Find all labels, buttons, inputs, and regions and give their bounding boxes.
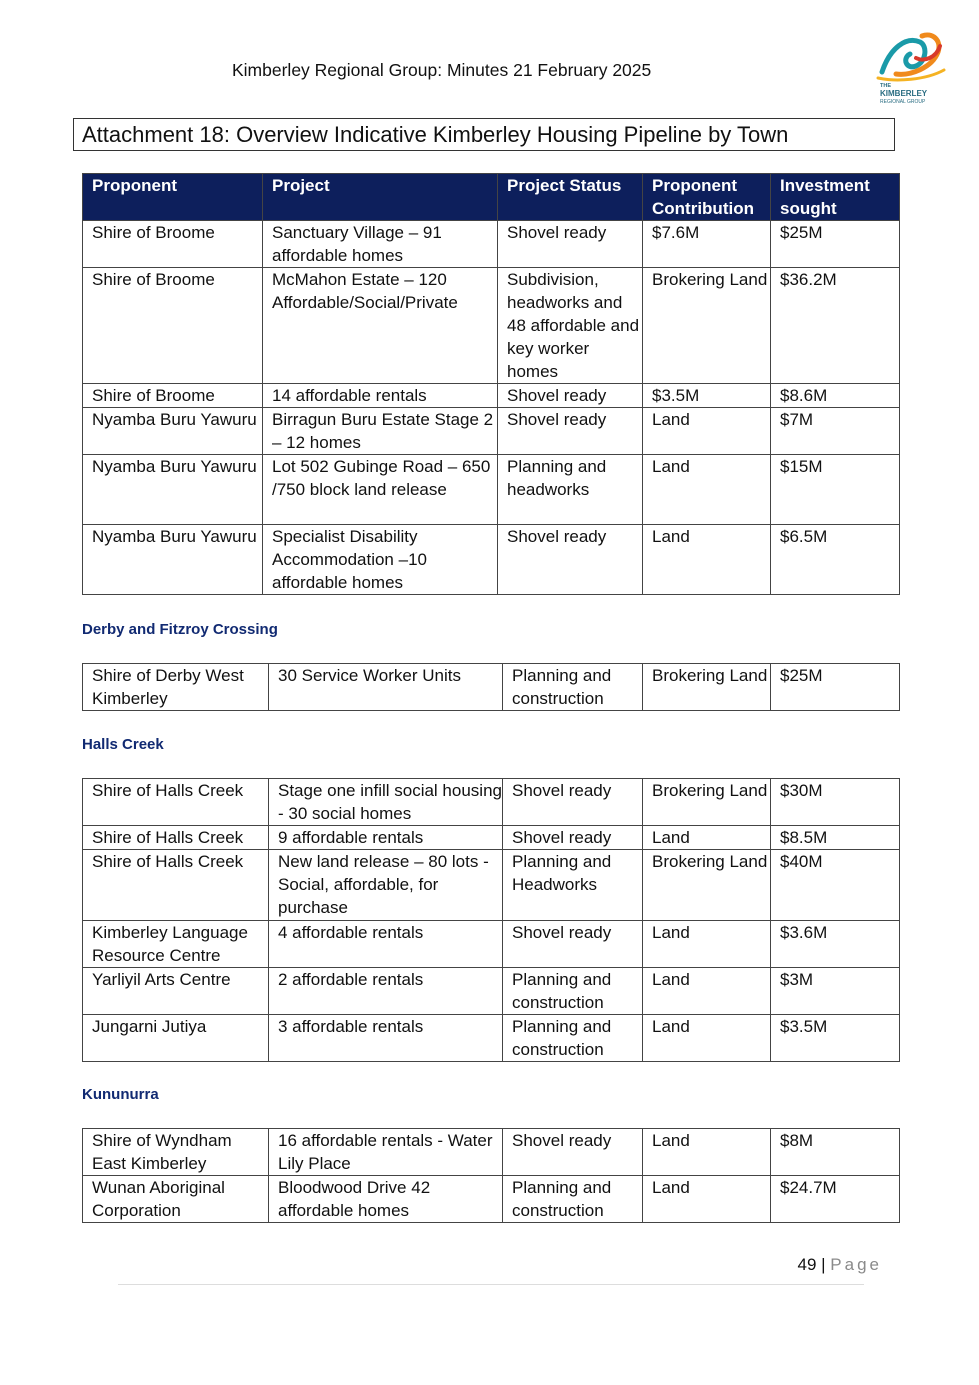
cell-project: New land release – 80 lots - Social, affordable, for purchase	[269, 850, 503, 921]
table-row	[83, 1129, 900, 1176]
cell-status: Planning and headworks	[498, 455, 643, 525]
cell-contribution: Land	[643, 455, 771, 525]
cell-contribution: $3.5M	[643, 384, 771, 408]
cell-contribution: $7.6M	[643, 221, 771, 268]
cell-investment: $15M	[771, 455, 900, 525]
cell-contribution: Brokering Land	[643, 664, 771, 711]
table-row	[83, 525, 900, 595]
section-heading-halls-creek: Halls Creek	[82, 736, 164, 753]
cell-investment: $25M	[771, 664, 900, 711]
page-label: Page	[830, 1255, 882, 1274]
cell-proponent: Shire of Broome	[83, 268, 263, 384]
table-row	[83, 384, 900, 408]
cell-project: Birragun Buru Estate Stage 2 – 12 homes	[263, 408, 498, 455]
cell-investment: $8.5M	[771, 826, 900, 850]
page-number: 49	[797, 1255, 817, 1274]
cell-project: 30 Service Worker Units	[269, 664, 503, 711]
cell-status: Shovel ready	[503, 826, 643, 850]
table-row	[83, 968, 900, 1015]
table-row	[83, 268, 900, 384]
cell-proponent: Shire of Broome	[83, 384, 263, 408]
logo-sub-text: REGIONAL GROUP	[880, 99, 926, 105]
cell-investment: $40M	[771, 850, 900, 921]
cell-proponent: Yarliyil Arts Centre	[83, 968, 269, 1015]
col-header-proponent: Proponent	[83, 174, 263, 221]
table-row	[83, 850, 900, 921]
cell-proponent: Nyamba Buru Yawuru	[83, 525, 263, 595]
cell-contribution: Brokering Land	[643, 779, 771, 826]
cell-project: Specialist Disability Accommodation –10 affordable homes	[263, 525, 498, 595]
cell-status: Planning and construction	[503, 1176, 643, 1223]
col-header-contribution: Proponent Contribution	[643, 174, 771, 221]
cell-proponent: Nyamba Buru Yawuru	[83, 408, 263, 455]
table-row	[83, 779, 900, 826]
cell-project: 4 affordable rentals	[269, 921, 503, 968]
cell-investment: $24.7M	[771, 1176, 900, 1223]
cell-status: Planning and construction	[503, 664, 643, 711]
cell-status: Shovel ready	[498, 525, 643, 595]
cell-status: Shovel ready	[498, 384, 643, 408]
cell-proponent: Shire of Halls Creek	[83, 850, 269, 921]
table-row	[83, 408, 900, 455]
cell-contribution: Land	[643, 968, 771, 1015]
cell-project: McMahon Estate – 120 Affordable/Social/Private	[263, 268, 498, 384]
cell-proponent: Kimberley Language Resource Centre	[83, 921, 269, 968]
cell-project: Lot 502 Gubinge Road – 650 /750 block land release	[263, 455, 498, 525]
cell-contribution: Land	[643, 1129, 771, 1176]
cell-project: Stage one infill social housing - 30 social homes	[269, 779, 503, 826]
cell-contribution: Land	[643, 921, 771, 968]
table-row	[83, 221, 900, 268]
kimberley-logo	[876, 28, 950, 108]
cell-investment: $3M	[771, 968, 900, 1015]
cell-project: 16 affordable rentals - Water Lily Place	[269, 1129, 503, 1176]
halls-creek-table	[82, 778, 900, 1062]
kununurra-table	[82, 1128, 900, 1223]
attachment-title: Attachment 18: Overview Indicative Kimberley Housing Pipeline by Town	[73, 118, 895, 151]
derby-table	[82, 663, 900, 711]
page-separator: |	[816, 1255, 831, 1274]
cell-proponent: Wunan Aboriginal Corporation	[83, 1176, 269, 1223]
table-header-row	[83, 174, 900, 221]
cell-project: 3 affordable rentals	[269, 1015, 503, 1062]
cell-investment: $36.2M	[771, 268, 900, 384]
cell-status: Shovel ready	[503, 921, 643, 968]
table-row	[83, 455, 900, 525]
cell-investment: $6.5M	[771, 525, 900, 595]
broome-table	[82, 173, 900, 595]
cell-investment: $25M	[771, 221, 900, 268]
cell-contribution: Land	[643, 408, 771, 455]
logo-main-text: KIMBERLEY	[880, 89, 928, 98]
cell-proponent: Shire of Halls Creek	[83, 826, 269, 850]
cell-status: Shovel ready	[498, 221, 643, 268]
cell-proponent: Nyamba Buru Yawuru	[83, 455, 263, 525]
cell-project: 2 affordable rentals	[269, 968, 503, 1015]
table-row	[83, 664, 900, 711]
cell-investment: $30M	[771, 779, 900, 826]
cell-investment: $3.5M	[771, 1015, 900, 1062]
cell-investment: $3.6M	[771, 921, 900, 968]
cell-contribution: Brokering Land	[643, 850, 771, 921]
logo-the-text: THE	[880, 83, 891, 89]
cell-status: Shovel ready	[503, 1129, 643, 1176]
cell-project: 14 affordable rentals	[263, 384, 498, 408]
cell-status: Planning and Headworks	[503, 850, 643, 921]
cell-investment: $8.6M	[771, 384, 900, 408]
page-footer	[798, 1255, 883, 1275]
footer-divider	[118, 1284, 864, 1285]
section-heading-kununurra: Kununurra	[82, 1086, 159, 1103]
table-row	[83, 921, 900, 968]
col-header-investment: Investment sought	[771, 174, 900, 221]
document-header-title: Kimberley Regional Group: Minutes 21 February 2025	[232, 60, 652, 80]
table-row	[83, 1015, 900, 1062]
cell-contribution: Land	[643, 525, 771, 595]
cell-status: Shovel ready	[503, 779, 643, 826]
cell-status: Planning and construction	[503, 968, 643, 1015]
cell-investment: $8M	[771, 1129, 900, 1176]
cell-contribution: Land	[643, 1176, 771, 1223]
cell-investment: $7M	[771, 408, 900, 455]
cell-proponent: Shire of Broome	[83, 221, 263, 268]
section-heading-derby: Derby and Fitzroy Crossing	[82, 621, 278, 638]
cell-proponent: Shire of Wyndham East Kimberley	[83, 1129, 269, 1176]
cell-status: Subdivision, headworks and 48 affordable and key worker homes	[498, 268, 643, 384]
cell-project: Sanctuary Village – 91 affordable homes	[263, 221, 498, 268]
col-header-status: Project Status	[498, 174, 643, 221]
logo-swirl-icon	[876, 28, 950, 84]
cell-proponent: Shire of Halls Creek	[83, 779, 269, 826]
cell-proponent: Jungarni Jutiya	[83, 1015, 269, 1062]
cell-project: 9 affordable rentals	[269, 826, 503, 850]
cell-contribution: Land	[643, 1015, 771, 1062]
cell-status: Planning and construction	[503, 1015, 643, 1062]
cell-project: Bloodwood Drive 42 affordable homes	[269, 1176, 503, 1223]
cell-status: Shovel ready	[498, 408, 643, 455]
cell-contribution: Brokering Land	[643, 268, 771, 384]
cell-contribution: Land	[643, 826, 771, 850]
table-row	[83, 1176, 900, 1223]
cell-proponent: Shire of Derby West Kimberley	[83, 664, 269, 711]
col-header-project: Project	[263, 174, 498, 221]
table-row	[83, 826, 900, 850]
